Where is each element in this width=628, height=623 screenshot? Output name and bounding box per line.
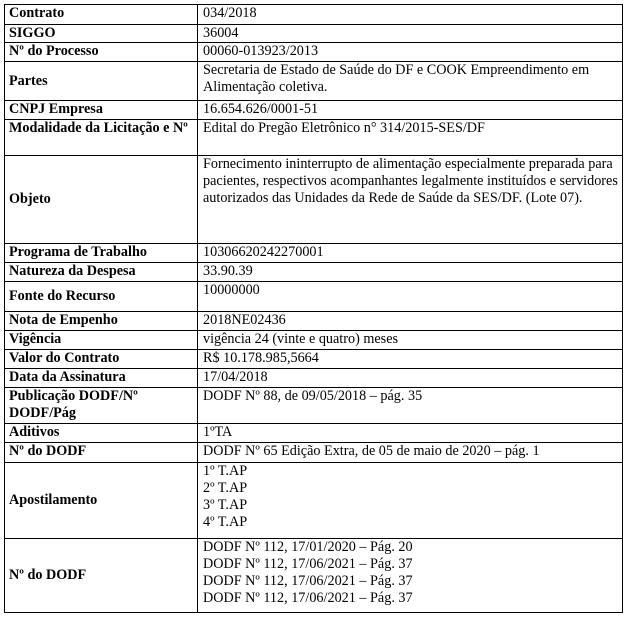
value-apostilamento xyxy=(198,463,623,539)
row-assinatura xyxy=(5,369,623,388)
dodf-line: DODF Nº 112, 17/06/2021 – Pág. 37 xyxy=(203,556,413,572)
value-partes: Secretaria de Estado de Saúde do DF e COOK Empreendimento em Alimentação coletiva. xyxy=(198,62,623,101)
value-assinatura: 17/04/2018 xyxy=(198,369,623,388)
value-valor: R$ 10.178.985,5664 xyxy=(198,350,623,369)
value-dodf1: DODF Nº 65 Edição Extra, de 05 de maio de 2020 – pág. 1 xyxy=(198,443,623,463)
value-objeto: Fornecimento ininterrupto de alimentação especialmente preparada para pacientes, respectivos acompanhantes legalmente instituídos e servidores autorizados das Unidades da Rede de Saúde da SES/DF. (Lote 07). xyxy=(198,156,623,244)
row-modalidade xyxy=(5,120,623,156)
label-programa: Programa de Trabalho xyxy=(5,244,198,263)
row-natureza xyxy=(5,263,623,282)
value-cnpj: 16.654.626/0001-51 xyxy=(198,101,623,120)
row-dodf2 xyxy=(5,539,623,613)
apostilamento-line: 2º T.AP xyxy=(203,480,248,496)
label-cnpj: CNPJ Empresa xyxy=(5,101,198,120)
value-fonte: 10000000 xyxy=(198,282,623,312)
row-partes xyxy=(5,62,623,101)
label-vigencia: Vigência xyxy=(5,331,198,350)
apostilamento-line: 3º T.AP xyxy=(203,497,248,513)
row-publicacao xyxy=(5,388,623,424)
value-vigencia: vigência 24 (vinte e quatro) meses xyxy=(198,331,623,350)
row-apostilamento xyxy=(5,463,623,539)
label-fonte: Fonte do Recurso xyxy=(5,282,198,312)
dodf-line: DODF Nº 112, 17/06/2021 – Pág. 37 xyxy=(203,590,413,606)
row-empenho xyxy=(5,312,623,331)
dodf-line: DODF Nº 112, 17/01/2020 – Pág. 20 xyxy=(203,539,413,555)
value-modalidade: Edital do Pregão Eletrônico n° 314/2015-SES/DF xyxy=(198,120,623,156)
row-cnpj xyxy=(5,101,623,120)
label-dodf2: Nº do DODF xyxy=(5,539,198,613)
label-partes: Partes xyxy=(5,62,198,101)
row-objeto xyxy=(5,156,623,244)
row-processo xyxy=(5,43,623,62)
label-processo: Nº do Processo xyxy=(5,43,198,62)
value-contrato: 034/2018 xyxy=(198,5,623,25)
row-vigencia xyxy=(5,331,623,350)
value-dodf2 xyxy=(198,539,623,613)
label-natureza: Natureza da Despesa xyxy=(5,263,198,282)
value-natureza: 33.90.39 xyxy=(198,263,623,282)
label-objeto: Objeto xyxy=(5,156,198,244)
value-aditivos: 1ºTA xyxy=(198,424,623,443)
row-aditivos xyxy=(5,424,623,443)
label-contrato: Contrato xyxy=(5,5,198,25)
label-siggo: SIGGO xyxy=(5,25,198,43)
value-empenho: 2018NE02436 xyxy=(198,312,623,331)
label-publicacao: Publicação DODF/Nº DODF/Pág xyxy=(5,388,198,424)
value-publicacao: DODF Nº 88, de 09/05/2018 – pág. 35 xyxy=(198,388,623,424)
apostilamento-line: 1º T.AP xyxy=(203,463,248,479)
row-contrato xyxy=(5,5,623,25)
contract-table xyxy=(4,4,623,613)
row-dodf1 xyxy=(5,443,623,463)
label-valor: Valor do Contrato xyxy=(5,350,198,369)
label-modalidade: Modalidade da Licitação e Nº xyxy=(5,120,198,156)
value-siggo: 36004 xyxy=(198,25,623,43)
row-valor xyxy=(5,350,623,369)
row-programa xyxy=(5,244,623,263)
dodf-line: DODF Nº 112, 17/06/2021 – Pág. 37 xyxy=(203,573,413,589)
label-empenho: Nota de Empenho xyxy=(5,312,198,331)
label-assinatura: Data da Assinatura xyxy=(5,369,198,388)
row-siggo xyxy=(5,25,623,43)
value-processo: 00060-013923/2013 xyxy=(198,43,623,62)
label-dodf1: Nº do DODF xyxy=(5,443,198,463)
row-fonte xyxy=(5,282,623,312)
apostilamento-line: 4º T.AP xyxy=(203,514,248,530)
label-aditivos: Aditivos xyxy=(5,424,198,443)
value-programa: 10306620242270001 xyxy=(198,244,623,263)
label-apostilamento: Apostilamento xyxy=(5,463,198,539)
